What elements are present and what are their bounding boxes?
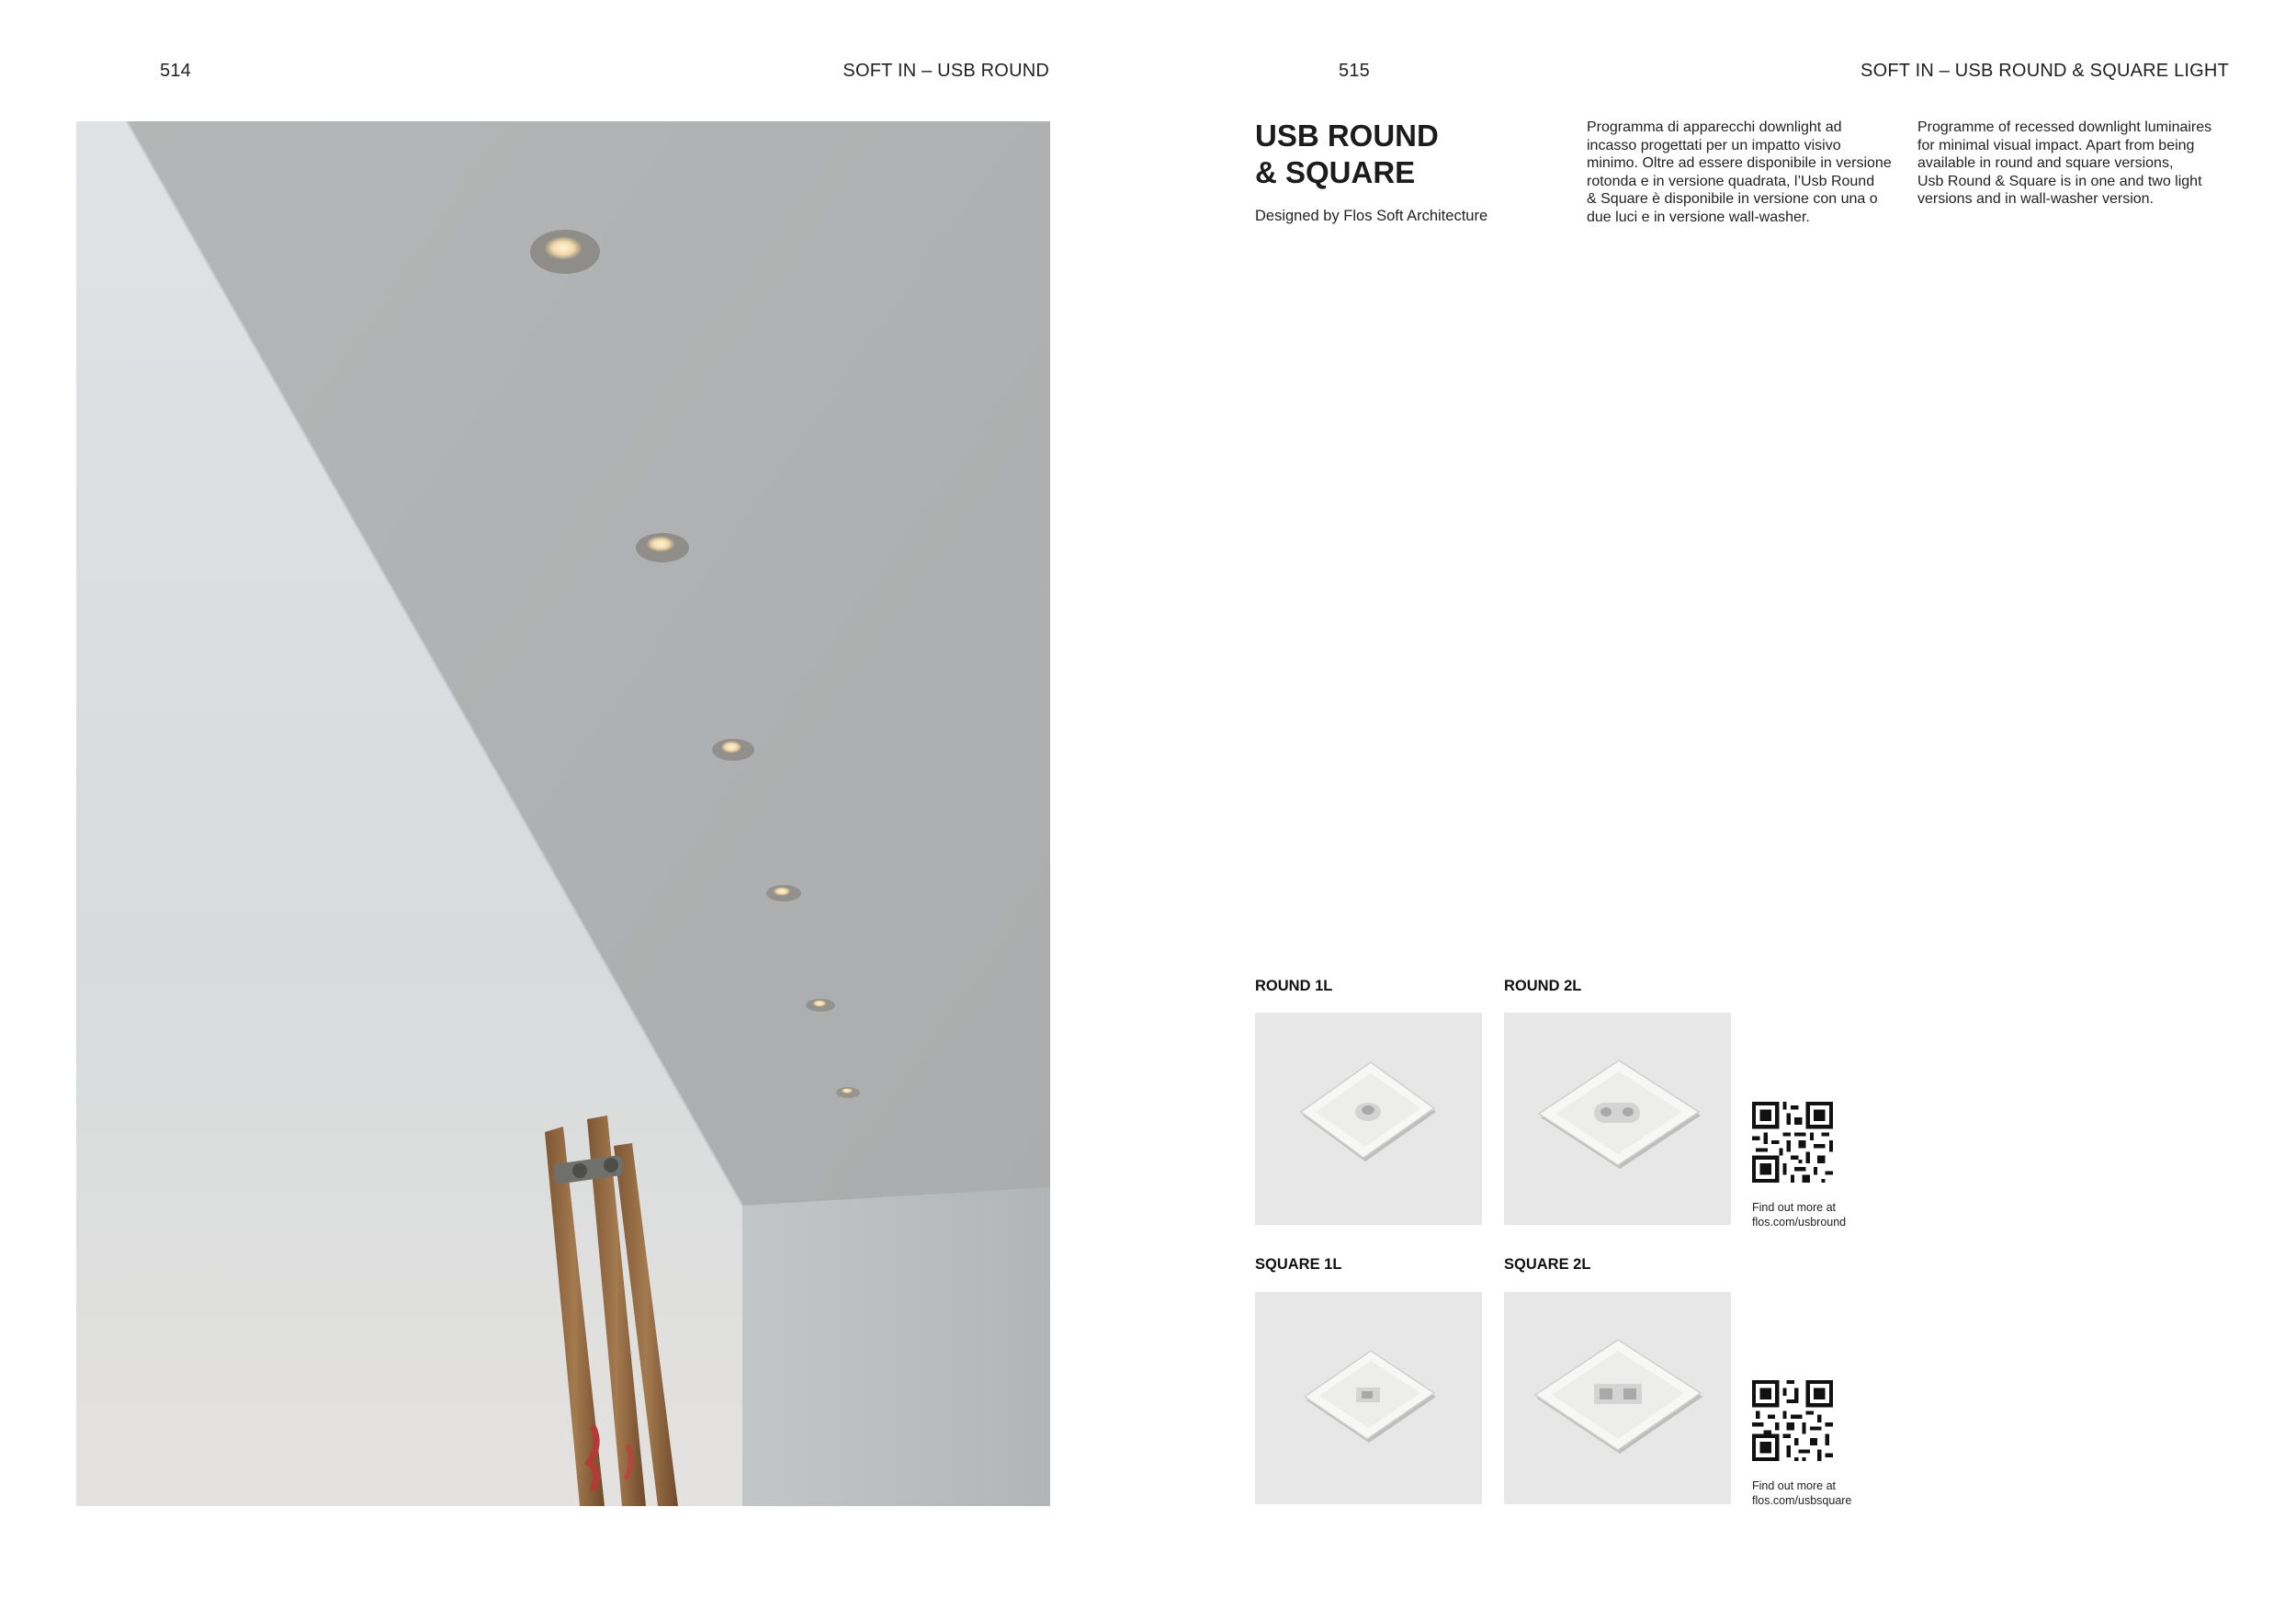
product-image-round-2l	[1504, 1013, 1731, 1225]
text-line: Programma di apparecchi downlight ad	[1587, 119, 1842, 135]
page-number-right: 515	[1339, 61, 1370, 81]
downlight-4	[766, 885, 801, 901]
downlight-2	[636, 533, 689, 562]
downlight-1	[530, 230, 600, 274]
title-line-2: & SQUARE	[1255, 155, 1416, 189]
text-line: Programme of recessed downlight luminaires	[1917, 119, 2212, 135]
label-round-2l: ROUND 2L	[1504, 978, 1582, 994]
qr-code-usbround[interactable]	[1752, 1102, 1833, 1183]
downlight-6	[836, 1087, 860, 1098]
link-usbround[interactable]	[1752, 1200, 1846, 1229]
downlight-3	[712, 739, 754, 761]
url-text[interactable]: flos.com/usbsquare	[1752, 1494, 1852, 1507]
running-head-right: SOFT IN – USB ROUND & SQUARE LIGHT	[1861, 61, 2229, 81]
text-line: & Square è disponibile in versione con una o	[1587, 191, 1878, 207]
product-image-round-1l	[1255, 1013, 1482, 1225]
text-line: minimo. Oltre ad essere disponibile in versione	[1587, 155, 1892, 171]
text-line: versions and in wall-washer version.	[1917, 191, 2154, 207]
label-square-2l: SQUARE 2L	[1504, 1256, 1591, 1273]
text-line: incasso progettati per un impatto visivo	[1587, 137, 1841, 153]
text-line: available in round and square versions,	[1917, 155, 2174, 171]
title-line-1: USB ROUND	[1255, 119, 1439, 153]
link-usbsquare[interactable]	[1752, 1478, 1851, 1508]
ceiling-downlights-photo	[76, 121, 1050, 1506]
text-line: due luci e in versione wall-washer.	[1587, 209, 1810, 225]
text-line: Usb Round & Square is in one and two light	[1917, 173, 2202, 189]
description-english	[1917, 119, 2211, 209]
label-square-1l: SQUARE 1L	[1255, 1256, 1342, 1273]
text-line: rotonda e in versione quadrata, l’Usb Round	[1587, 173, 1875, 189]
url-text[interactable]: flos.com/usbround	[1752, 1216, 1847, 1229]
running-head-left: SOFT IN – USB ROUND	[843, 61, 1049, 81]
find-out-label: Find out more at	[1752, 1201, 1837, 1214]
page-number-left: 514	[160, 61, 191, 81]
downlight-5	[806, 999, 835, 1012]
qr-code-usbsquare[interactable]	[1752, 1380, 1833, 1461]
designer-credit: Designed by Flos Soft Architecture	[1255, 208, 1488, 224]
product-image-square-1l	[1255, 1292, 1482, 1504]
description-italian	[1587, 119, 1892, 226]
product-image-square-2l	[1504, 1292, 1731, 1504]
text-line: for minimal visual impact. Apart from being	[1917, 137, 2195, 153]
find-out-label: Find out more at	[1752, 1479, 1837, 1492]
product-title	[1255, 118, 1439, 191]
label-round-1l: ROUND 1L	[1255, 978, 1333, 994]
